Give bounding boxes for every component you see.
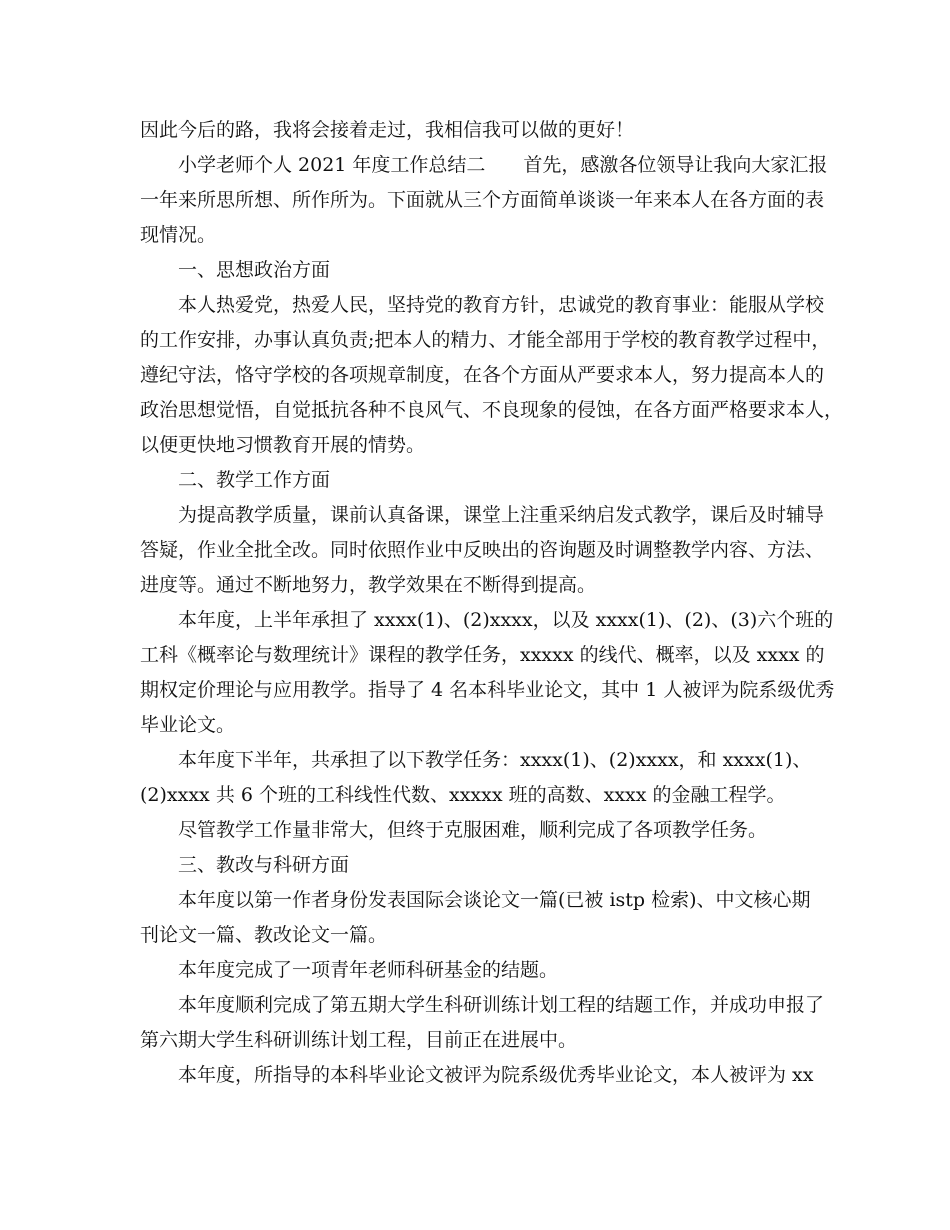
text-line: (2)xxxx 共 6 个班的工科线性代数、xxxxx 班的高数、xxxx 的金融工程学。 (140, 784, 786, 806)
text-line: 尽管教学工作量非常大，但终于克服困难，顺利完成了各项教学任务。 (178, 819, 768, 841)
text-line: 本年度完成了一项青年老师科研基金的结题。 (178, 959, 559, 981)
text-line: 答疑，作业全批全改。同时依照作业中反映出的咨询题及时调整教学内容、方法、 (140, 539, 825, 561)
text-line: 工科《概率论与数理统计》课程的教学任务，xxxxx 的线代、概率，以及 xxxx 的 (140, 644, 825, 666)
section-heading: 三、教改与科研方面 (178, 854, 350, 876)
text-line: 本年度，上半年承担了 xxxx(1)、(2)xxxx，以及 xxxx(1)、(2)、(3)六个班的 (178, 609, 834, 631)
text-line: 第六期大学生科研训练计划工程，目前正在进展中。 (140, 1029, 578, 1051)
text-line: 以便更快地习惯教育开展的情势。 (140, 434, 426, 456)
text-line: 小学老师个人 2021 年度工作总结二 首先，感激各位领导让我向大家汇报 (178, 154, 828, 176)
text-line: 本年度以第一作者身份发表国际会谈论文一篇(已被 istp 检索)、中文核心期 (178, 889, 811, 911)
text-line: 现情况。 (140, 224, 217, 246)
text-line: 进度等。通过不断地努力，教学效果在不断得到提高。 (140, 574, 597, 596)
text-line: 毕业论文。 (140, 714, 236, 736)
text-line: 本年度顺利完成了第五期大学生科研训练计划工程的结题工作，并成功申报了 (178, 994, 825, 1016)
text-line: 本人热爱党，热爱人民，坚持党的教育方针，忠诚党的教育事业：能服从学校 (178, 294, 825, 316)
text-line: 政治思想觉悟，自觉抵抗各种不良风气、不良现象的侵蚀，在各方面严格要求本人， (140, 399, 844, 421)
text-line: 为提高教学质量，课前认真备课，课堂上注重采纳启发式教学，课后及时辅导 (178, 504, 825, 526)
text-line: 因此今后的路，我将会接着走过，我相信我可以做的更好！ (140, 119, 635, 141)
text-line: 期权定价理论与应用教学。指导了 4 名本科毕业论文，其中 1 人被评为院系级优秀 (140, 679, 835, 701)
text-line: 本年度下半年，共承担了以下教学任务：xxxx(1)、(2)xxxx，和 xxxx(1)、 (178, 749, 812, 771)
section-heading: 一、思想政治方面 (178, 259, 331, 281)
section-heading: 二、教学工作方面 (178, 469, 331, 491)
text-line: 刊论文一篇、教改论文一篇。 (140, 924, 388, 946)
text-line: 遵纪守法，恪守学校的各项规章制度，在各个方面从严要求本人，努力提高本人的 (140, 364, 825, 386)
text-line: 一年来所思所想、所作所为。下面就从三个方面简单谈谈一年来本人在各方面的表 (140, 189, 825, 211)
text-line: 的工作安排，办事认真负责;把本人的精力、才能全部用于学校的教育教学过程中， (140, 329, 831, 351)
text-line: 本年度，所指导的本科毕业论文被评为院系级优秀毕业论文，本人被评为 xx (178, 1064, 814, 1086)
